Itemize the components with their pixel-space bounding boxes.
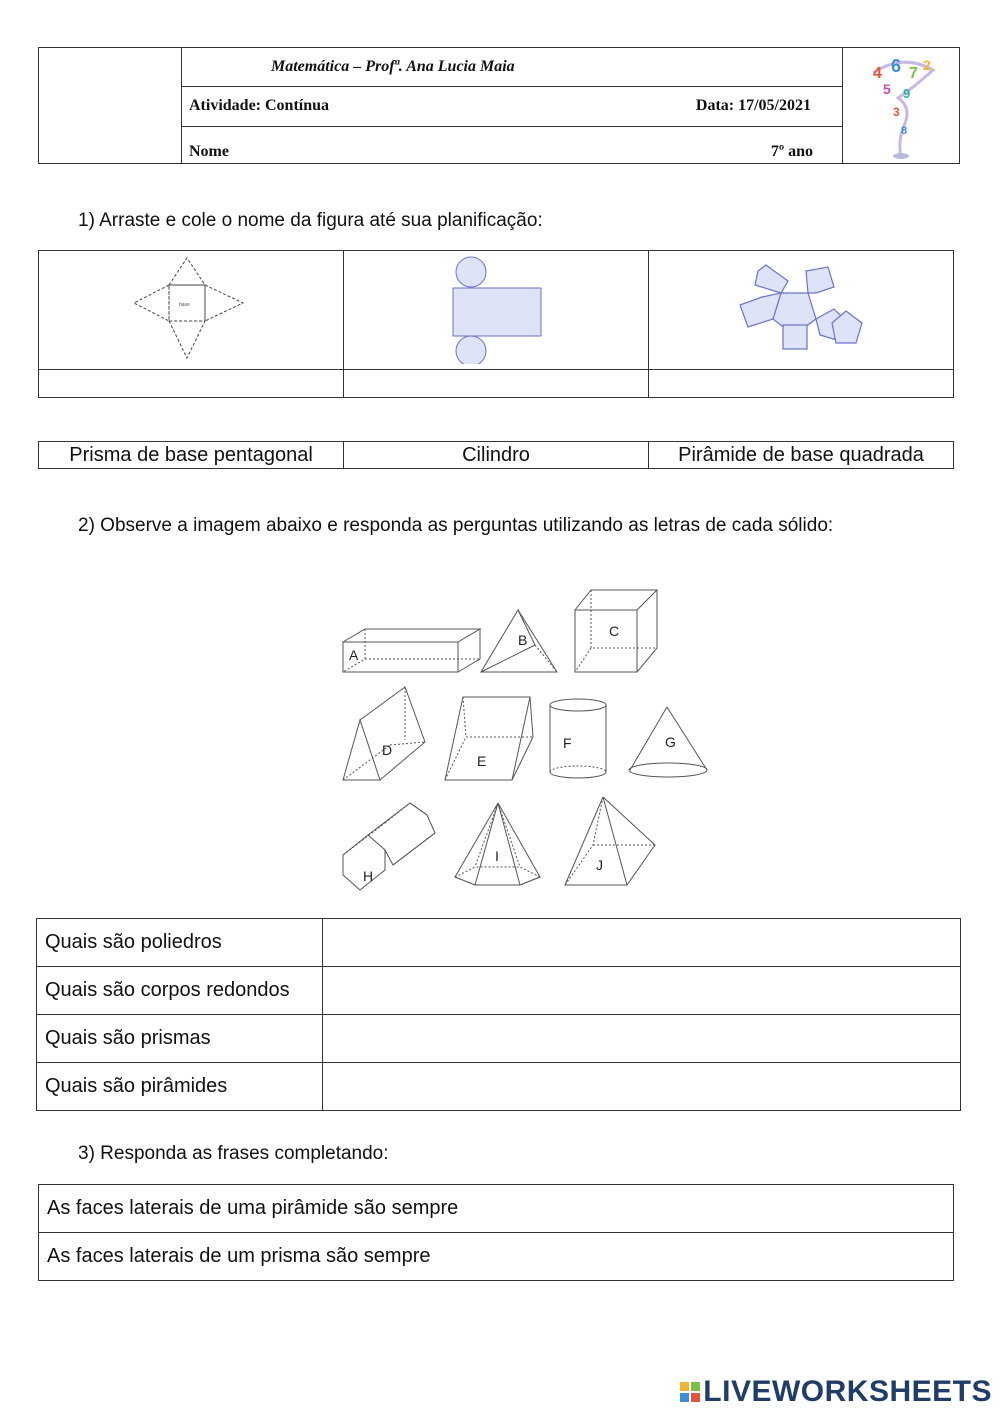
solids-figure bbox=[335, 585, 715, 895]
question-row-label: Quais são prismas bbox=[37, 1015, 323, 1063]
logo-digit: 7 bbox=[909, 65, 918, 82]
question-row-label: Quais são pirâmides bbox=[37, 1063, 323, 1111]
solid-d-triangular-prism-icon bbox=[343, 687, 425, 780]
net-cell-prism bbox=[648, 251, 953, 370]
solid-e-parallelepiped-icon bbox=[445, 697, 533, 780]
name-label: Nome bbox=[189, 143, 229, 160]
solid-label-f: F bbox=[563, 735, 572, 751]
date-label: Data: 17/05/2021 bbox=[695, 97, 811, 114]
sentence-row-prism[interactable] bbox=[39, 1233, 954, 1281]
net-cell-pyramid bbox=[39, 251, 344, 370]
header-table bbox=[38, 47, 960, 164]
complete-sentences-table bbox=[38, 1184, 954, 1281]
header-logo-cell bbox=[842, 48, 959, 163]
net-center-label: base bbox=[179, 301, 190, 308]
net-cell-cylinder bbox=[344, 251, 649, 370]
sentence-text: As faces laterais de uma pirâmide são sempre bbox=[47, 1197, 459, 1219]
question-2-text: 2) Observe a imagem abaixo e responda as perguntas utilizando as letras de cada sólido: bbox=[78, 515, 834, 536]
options-table bbox=[38, 441, 954, 469]
solid-label-c: C bbox=[609, 623, 620, 639]
solid-j-square-pyramid-icon bbox=[565, 797, 655, 885]
sentence-text: As faces laterais de um prisma são sempre bbox=[47, 1245, 431, 1267]
question-row-label: Quais são corpos redondos bbox=[37, 967, 323, 1015]
solid-label-h: H bbox=[363, 868, 374, 884]
solids-questions-table bbox=[36, 918, 961, 1111]
answer-slot[interactable] bbox=[344, 370, 649, 398]
solid-label-e: E bbox=[477, 753, 487, 769]
number-swirl-logo-icon bbox=[843, 48, 957, 163]
solid-label-j: J bbox=[596, 857, 603, 873]
logo-digit: 3 bbox=[893, 105, 900, 119]
option-pyramid[interactable]: Pirâmide de base quadrada bbox=[648, 442, 953, 469]
answer-slot[interactable] bbox=[648, 370, 953, 398]
cylinder-net-icon bbox=[446, 252, 546, 364]
question-3-text: 3) Responda as frases completando: bbox=[78, 1143, 389, 1164]
pentagonal-prism-net-icon bbox=[736, 263, 866, 353]
logo-digit: 9 bbox=[903, 86, 911, 101]
solid-f-cylinder-icon bbox=[550, 699, 606, 778]
option-cylinder[interactable]: Cilindro bbox=[344, 442, 649, 469]
answer-field-prisms[interactable] bbox=[323, 1015, 961, 1063]
logo-digit: 8 bbox=[901, 125, 908, 137]
header-activity-row bbox=[181, 86, 843, 127]
answer-field-round-bodies[interactable] bbox=[323, 967, 961, 1015]
solid-a-prism-icon bbox=[343, 629, 480, 672]
activity-label: Atividade: Contínua bbox=[189, 97, 330, 114]
solid-i-hexagonal-pyramid-icon bbox=[455, 803, 540, 885]
option-prism[interactable]: Prisma de base pentagonal bbox=[39, 442, 344, 469]
header-title-row bbox=[181, 48, 843, 87]
sentence-row-pyramid[interactable] bbox=[39, 1185, 954, 1233]
logo-digit: 2 bbox=[923, 57, 931, 73]
solid-label-i: I bbox=[495, 848, 499, 864]
header-title: Matemática – Profª. Ana Lucia Maia bbox=[271, 58, 515, 75]
nets-table bbox=[38, 250, 954, 398]
liveworksheets-logo bbox=[679, 1375, 992, 1409]
solid-label-b: B bbox=[518, 632, 528, 648]
brand-text: LIVEWORKSHEETS bbox=[703, 1375, 992, 1408]
answer-field-pyramids[interactable] bbox=[323, 1063, 961, 1111]
logo-digit: 5 bbox=[883, 81, 891, 97]
solid-label-g: G bbox=[665, 734, 676, 750]
answer-field-polyhedra[interactable] bbox=[323, 919, 961, 967]
question-row-label: Quais são poliedros bbox=[37, 919, 323, 967]
header-blank-cell bbox=[39, 48, 182, 163]
header-name-row bbox=[181, 126, 843, 164]
solid-label-d: D bbox=[382, 742, 393, 758]
grade-label: 7º ano bbox=[770, 143, 813, 160]
question-1-text: 1) Arraste e cole o nome da figura até sua planificação: bbox=[78, 210, 543, 231]
liveworksheets-mark-icon bbox=[679, 1381, 701, 1403]
logo-digit: 6 bbox=[891, 56, 902, 76]
logo-digit: 4 bbox=[873, 65, 882, 82]
solid-label-a: A bbox=[349, 647, 359, 663]
square-pyramid-net-icon bbox=[131, 252, 251, 364]
solid-h-hexagonal-prism-icon bbox=[343, 803, 435, 890]
answer-slot[interactable] bbox=[39, 370, 344, 398]
